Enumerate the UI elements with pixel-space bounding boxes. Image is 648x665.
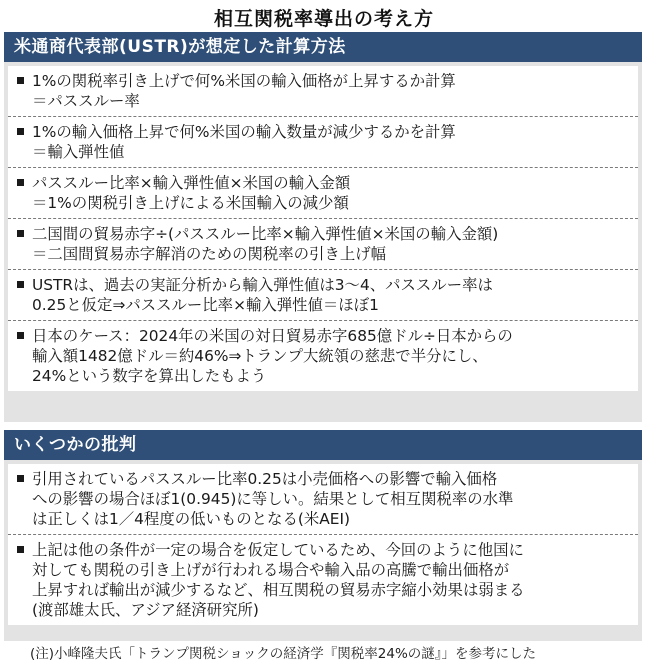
list-item <box>8 321 638 391</box>
list-item <box>8 168 638 219</box>
item-text-line: 対しても関税の引き上げが行われる場合や輸入品の高騰で輸出価格が <box>32 561 510 579</box>
item-text-line: 1%の輸入価格上昇で何%米国の輸入数量が減少するかを計算 <box>32 123 456 141</box>
bullet-square-icon <box>17 230 24 237</box>
item-text-line: 日本のケース：2024年の米国の対日貿易赤字685億ドル÷日本からの <box>32 327 513 345</box>
list-item <box>8 464 638 535</box>
criticism-header: いくつかの批判 <box>4 430 642 460</box>
item-text-line: ＝二国間貿易赤字解消のための関税率の引き上げ幅 <box>32 245 386 263</box>
item-text-line: 1%の関税率引き上げで何%米国の輸入価格が上昇するか計算 <box>32 72 456 90</box>
ustr-method-panel <box>4 32 642 422</box>
item-text-line: は正しくは1／4程度の低いものとなる(米AEI) <box>32 510 351 528</box>
criticism-list <box>4 460 642 625</box>
item-text-line: 引用されているパススルー比率0.25は小売価格への影響で輸入価格 <box>32 470 498 488</box>
bullet-square-icon <box>17 179 24 186</box>
list-item <box>8 66 638 117</box>
bullet-square-icon <box>17 281 24 288</box>
bullet-square-icon <box>17 128 24 135</box>
item-text-line: 上記は他の条件が一定の場合を仮定しているため、今回のように他国に <box>32 541 524 559</box>
item-text-line: 輸入額1482億ドル＝約46%⇒トランプ大統領の慈悲で半分にし、 <box>32 347 488 365</box>
item-text-line: パススルー比率×輸入弾性値×米国の輸入金額 <box>32 174 351 192</box>
ustr-method-header: 米通商代表部(USTR)が想定した計算方法 <box>4 32 642 62</box>
item-text-line: 二国間の貿易赤字÷(パススルー比率×輸入弾性値×米国の輸入金額) <box>32 225 499 243</box>
item-text-line: (渡部雄太氏、アジア経済研究所) <box>32 601 259 619</box>
bullet-square-icon <box>17 77 24 84</box>
footnote: (注)小峰隆夫氏「トランプ関税ショックの経済学『関税率24%の謎』」を参考にした <box>30 646 537 662</box>
ustr-method-list <box>4 62 642 391</box>
item-text-line: への影響の場合ほぼ1(0.945)に等しい。結果として相互関税率の水準 <box>32 490 514 508</box>
bullet-square-icon <box>17 475 24 482</box>
item-text-line: 上昇すれば輸出が減少するなど、相互関税の貿易赤字縮小効果は弱まる <box>32 581 525 599</box>
item-text-line: ＝輸入弾性値 <box>32 143 125 161</box>
item-text-line: ＝1%の関税引き上げによる米国輸入の減少額 <box>32 194 349 212</box>
item-text-line: 24%という数字を算出したもよう <box>32 367 267 385</box>
list-item <box>8 535 638 625</box>
item-text-line: ＝パススルー率 <box>32 92 140 110</box>
bullet-square-icon <box>17 332 24 339</box>
item-text-line: 0.25と仮定⇒パススルー比率×輸入弾性値＝ほぼ1 <box>32 296 379 314</box>
page-title: 相互関税率導出の考え方 <box>213 8 434 30</box>
list-item <box>8 270 638 321</box>
item-text-line: USTRは、過去の実証分析から輸入弾性値は3～4、パススルー率は <box>32 276 493 294</box>
criticism-panel <box>4 430 642 641</box>
bullet-square-icon <box>17 546 24 553</box>
list-item <box>8 117 638 168</box>
list-item <box>8 219 638 270</box>
